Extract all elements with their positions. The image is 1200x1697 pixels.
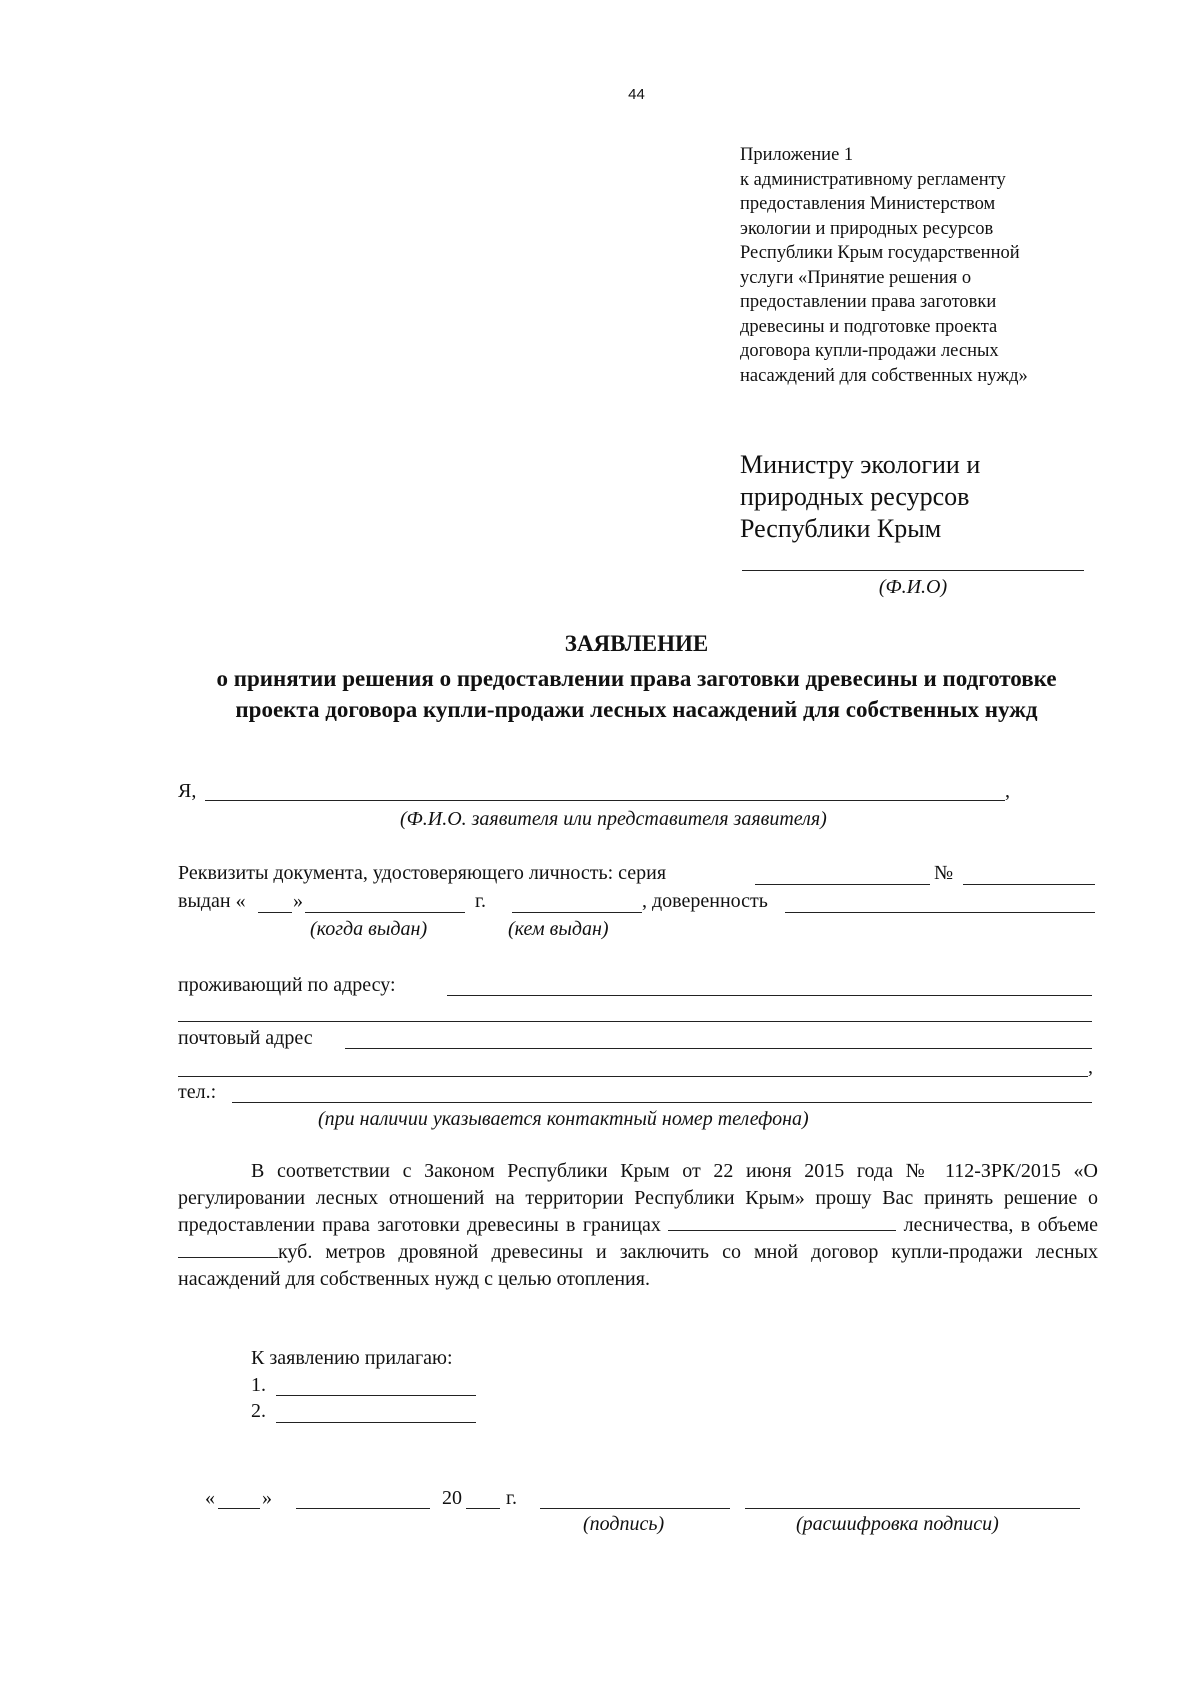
caption-when-issued: (когда выдан) <box>310 918 428 940</box>
addressee-line: природных ресурсов <box>740 482 970 511</box>
applicant-prefix: Я, <box>178 780 197 802</box>
number-field-line[interactable] <box>963 884 1095 885</box>
appendix-line: предоставления Министерством <box>740 194 996 214</box>
date-close-quote: » <box>262 1487 272 1509</box>
addressee-line: Республики Крым <box>740 514 942 543</box>
request-text-part2: лесничества, в объеме <box>903 1214 1099 1236</box>
fio-caption: (Ф.И.О) <box>878 576 948 598</box>
appendix-line: экологии и природных ресурсов <box>740 218 994 239</box>
addressee <box>740 449 980 545</box>
appendix-line: договора купли-продажи лесных <box>740 341 999 361</box>
forestry-field-line[interactable] <box>668 1212 896 1231</box>
date-day-line[interactable] <box>218 1508 260 1509</box>
appendix-line: услуги «Принятие решения о <box>740 267 972 288</box>
issued-prefix: выдан « <box>178 890 246 912</box>
signature-line[interactable] <box>540 1508 730 1509</box>
date-open-quote: « <box>205 1487 215 1509</box>
series-field-line[interactable] <box>755 884 930 885</box>
issued-year-abbr: г. <box>475 890 486 912</box>
applicant-suffix: , <box>1005 780 1010 802</box>
postal-comma: , <box>1088 1056 1093 1078</box>
applicant-caption: (Ф.И.О. заявителя или представителя заявителя) <box>400 808 827 830</box>
signature-decoding-line[interactable] <box>745 1508 1080 1509</box>
appendix-line: предоставлении права заготовки <box>740 292 997 312</box>
appendix-line: насаждений для собственных нужд» <box>740 365 1028 386</box>
appendix-line: Приложение 1 <box>740 145 854 165</box>
date-month-line[interactable] <box>296 1508 430 1509</box>
issued-by-line[interactable] <box>512 912 642 913</box>
phone-caption: (при наличии указывается контактный номер телефона) <box>318 1108 809 1130</box>
residence-field-line-2[interactable] <box>178 1021 1092 1022</box>
signature-caption: (подпись) <box>583 1513 665 1535</box>
attachment-line-2[interactable] <box>276 1422 476 1423</box>
date-year-suffix: г. <box>506 1487 517 1509</box>
date-year-prefix: 20 <box>442 1487 462 1509</box>
residence-field-line[interactable] <box>447 995 1092 996</box>
request-text-part1: В соответствии с Законом Республики Крым от 22 июня 2015 года № 112-ЗРК/2015 «О регулировании лесных отношений на территории Республики Крым» прошу Вас принять решение о предоставлении права заготовки древесины в границах <box>178 1160 1098 1236</box>
signature-decoding-caption: (расшифровка подписи) <box>796 1513 999 1535</box>
document-title: ЗАЯВЛЕНИЕ <box>564 631 709 656</box>
attachments-label: К заявлению прилагаю: <box>251 1347 453 1369</box>
request-text-part3: куб. метров дровяной древесины и заключить со мной договор купли-продажи лесных насаждений для собственных нужд с целью отопления. <box>178 1241 1098 1290</box>
issued-day-line[interactable] <box>258 912 292 913</box>
attachment-number: 2. <box>251 1400 266 1422</box>
volume-field-line[interactable] <box>178 1239 278 1258</box>
issued-quote-close: » <box>293 890 303 912</box>
addressee-line: Министру экологии и <box>740 450 981 479</box>
appendix-line: к административному регламенту <box>740 169 1006 190</box>
date-year-line[interactable] <box>466 1508 500 1509</box>
attachment-line-1[interactable] <box>276 1395 476 1396</box>
number-sign: № <box>934 862 954 884</box>
phone-label: тел.: <box>178 1081 217 1103</box>
proxy-label: , доверенность <box>642 890 768 912</box>
fio-field-line[interactable] <box>742 570 1084 571</box>
applicant-fio-line[interactable] <box>205 800 1005 801</box>
postal-address-line-2[interactable] <box>178 1076 1088 1077</box>
phone-field-line[interactable] <box>232 1102 1092 1103</box>
appendix-note <box>740 143 1028 388</box>
residence-label: проживающий по адресу: <box>178 974 396 996</box>
postal-address-label: почтовый адрес <box>178 1027 313 1049</box>
page-number: 44 <box>628 86 645 103</box>
proxy-field-line[interactable] <box>785 912 1095 913</box>
appendix-line: Республики Крым государственной <box>740 243 1020 263</box>
postal-address-line[interactable] <box>345 1048 1092 1049</box>
appendix-line: древесины и подготовке проекта <box>740 316 998 337</box>
document-label: Реквизиты документа, удостоверяющего личность: серия <box>178 862 667 884</box>
issued-month-line[interactable] <box>305 912 465 913</box>
request-paragraph <box>178 1158 1098 1293</box>
caption-issued-by: (кем выдан) <box>508 918 609 940</box>
document-subtitle: о принятии решения о предоставлении права заготовки древесины и подготовке проекта договора купли-продажи лесных насаждений для собственных нужд <box>216 666 1057 722</box>
attachment-number: 1. <box>251 1374 266 1396</box>
